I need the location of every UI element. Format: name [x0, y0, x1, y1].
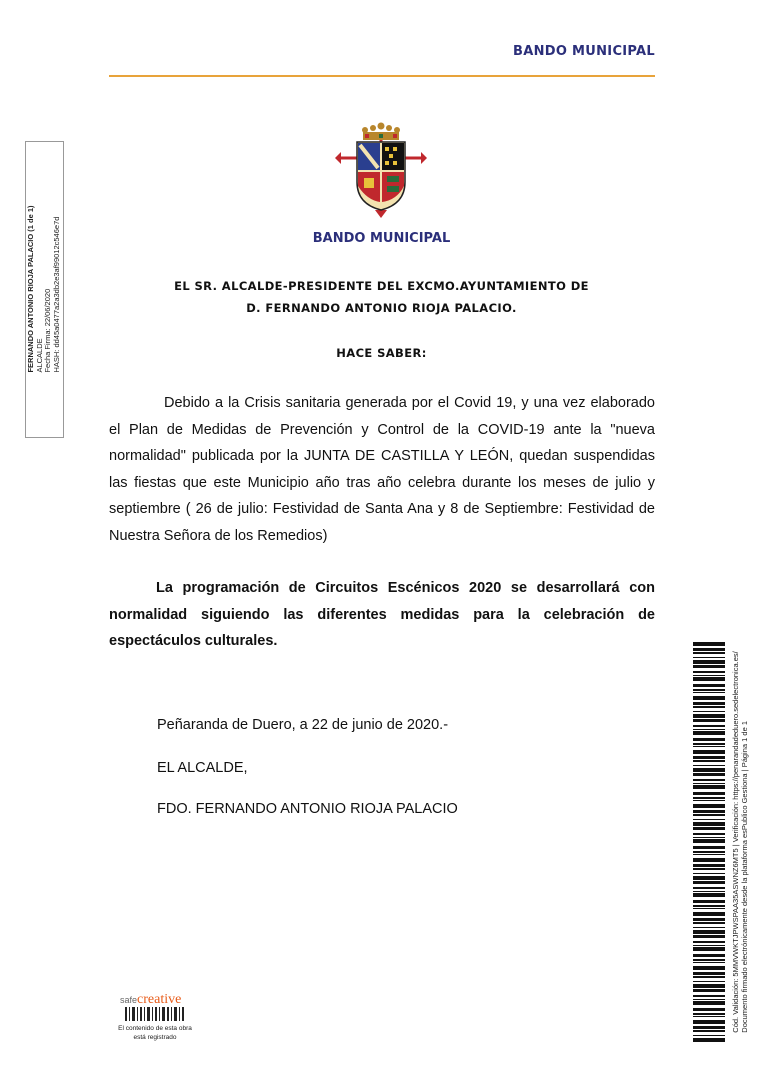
barcode-stripe	[693, 927, 725, 928]
heading-line-2: D. FERNANDO ANTONIO RIOJA PALACIO.	[246, 301, 517, 315]
barcode-stripe	[693, 719, 725, 722]
barcode-stripe	[693, 696, 725, 700]
barcode-stripe	[693, 677, 725, 681]
barcode-stripe	[693, 725, 725, 727]
signature-signer: FERNANDO ANTONIO RIOJA PALACIO (1 de 1)	[25, 204, 35, 373]
barcode-stripe	[693, 881, 725, 884]
signature-role: ALCALDE	[34, 337, 43, 373]
barcode-stripe	[693, 768, 725, 772]
safecreative-creative: creative	[137, 992, 182, 1007]
barcode-stripe	[693, 837, 725, 838]
barcode-stripe	[693, 660, 725, 664]
barcode-stripe	[693, 756, 725, 759]
barcode-stripe	[693, 976, 725, 978]
barcode-stripe	[693, 671, 725, 673]
safecreative-caption-line-1: El contenido de esta obra	[118, 1025, 192, 1032]
safecreative-safe: safe	[120, 995, 138, 1005]
safecreative-caption-line-2: está registrado	[133, 1034, 177, 1041]
barcode-stripe	[693, 972, 725, 975]
barcode-stripe	[693, 941, 725, 943]
heading-line-1: EL SR. ALCALDE-PRESIDENTE DEL EXCMO.AYUNTAMIENTO DE	[174, 279, 589, 293]
barcode-stripe	[693, 1035, 725, 1036]
signature-hash: HASH: dd45a0477a2a3db2e3af99012c546e7d	[51, 216, 60, 373]
barcode-stripe	[693, 1001, 725, 1005]
barcode-stripe	[693, 783, 725, 784]
barcode-stripe	[693, 684, 725, 687]
barcode-stripe	[693, 918, 725, 921]
paragraph-2: La programación de Circuitos Escénicos 2020 se desarrollará con normalidad siguiendo las diferentes medidas para la celebración de espectáculos culturales.	[109, 580, 655, 649]
safecreative-logo	[120, 990, 181, 1008]
barcode-stripe	[693, 779, 725, 781]
barcode-stripe	[693, 648, 725, 651]
barcode-stripe	[693, 1026, 725, 1029]
barcode-stripe	[693, 1030, 725, 1032]
barcode-stripe	[693, 1008, 725, 1011]
barcode-stripe	[693, 876, 725, 880]
barcode-stripe	[693, 922, 725, 924]
barcode-stripe	[693, 966, 725, 970]
barcode-stripe	[693, 729, 725, 730]
barcode-stripe	[693, 800, 725, 801]
barcode-stripe	[693, 999, 725, 1000]
safecreative-caption	[110, 1024, 200, 1042]
barcode-stripe	[693, 1038, 725, 1042]
barcode-stripe	[693, 851, 725, 853]
barcode-stripe	[693, 731, 725, 735]
barcode-stripe	[693, 864, 725, 867]
header-title: BANDO MUNICIPAL	[513, 44, 655, 59]
barcode-stripe	[693, 642, 725, 646]
barcode-stripe	[693, 893, 725, 897]
barcode-stripe	[693, 854, 725, 855]
barcode-stripe	[693, 1013, 725, 1015]
barcode-stripe	[693, 846, 725, 849]
barcode-stripe	[693, 738, 725, 741]
hace-saber-heading: HACE SABER:	[336, 346, 427, 360]
barcode-stripe	[693, 792, 725, 795]
barcode-stripe	[693, 912, 725, 916]
barcode-stripe	[693, 689, 725, 691]
barcode-stripe	[693, 959, 725, 961]
barcode-stripe	[693, 746, 725, 747]
barcode-stripe	[693, 908, 725, 909]
barcode-stripe	[693, 743, 725, 745]
verification-code: Cód. Validación: 5MMVWKTJPWSPAA35ASWNZ6MT5 | Verificación: https://penarandadeduero.sedelectronica.es/	[731, 651, 740, 1033]
barcode-stripe	[693, 797, 725, 799]
coat-of-arms-icon	[331, 120, 431, 220]
barcode-stripe	[693, 810, 725, 813]
barcode-stripe	[693, 989, 725, 992]
barcode-icon	[693, 642, 725, 1042]
barcode-stripe	[693, 822, 725, 826]
barcode-stripe	[693, 1020, 725, 1024]
barcode-stripe	[693, 887, 725, 889]
safecreative-barcode-icon	[125, 1007, 185, 1021]
barcode-stripe	[693, 765, 725, 766]
barcode-stripe	[693, 785, 725, 789]
barcode-stripe	[693, 962, 725, 963]
barcode-stripe	[693, 702, 725, 705]
barcode-stripe	[693, 900, 725, 903]
barcode-stripe	[693, 954, 725, 957]
barcode-stripe	[693, 675, 725, 676]
barcode-stripe	[693, 814, 725, 816]
verification-platform: Documento firmado electrónicamente desde la plataforma esPublico Gestiona | Página 1 de 1	[740, 721, 749, 1033]
barcode-stripe	[693, 905, 725, 907]
barcode-stripe	[693, 819, 725, 820]
barcode-stripe	[693, 945, 725, 946]
paragraph-1: Debido a la Crisis sanitaria generada por el Covid 19, y una vez elaborado el Plan de Medidas de Prevención y Control de la COVID-19 ante la "nueva normalidad" publicada por la JUNTA DE CASTILLA Y LEÓN, quedan suspendidas las fiestas que este Municipio año tras año celebra durante los meses de julio y septiembre ( 26 de julio: Festividad de Santa Ana y 8 de Septiembre: Festividad de Nuestra Señora de los Remedios)	[109, 395, 655, 544]
signed-by: FDO. FERNANDO ANTONIO RIOJA PALACIO	[157, 801, 458, 817]
verification-text	[730, 642, 750, 1042]
barcode-stripe	[693, 930, 725, 934]
barcode-stripe	[693, 833, 725, 835]
place-date: Peñaranda de Duero, a 22 de junio de 2020.-	[157, 717, 449, 733]
signature-date: Fecha Firma: 22/06/2020	[42, 288, 52, 373]
barcode-stripe	[693, 981, 725, 982]
barcode-stripe	[693, 891, 725, 892]
barcode-stripe	[693, 984, 725, 988]
barcode-stripe	[693, 652, 725, 654]
barcode-stripe	[693, 935, 725, 938]
barcode-stripe	[693, 711, 725, 712]
barcode-stripe	[693, 858, 725, 862]
barcode-stripe	[693, 750, 725, 754]
barcode-stripe	[693, 773, 725, 776]
header-divider	[109, 75, 655, 77]
barcode-stripe	[693, 827, 725, 830]
barcode-stripe	[693, 665, 725, 668]
barcode-stripe	[693, 868, 725, 870]
barcode-stripe	[693, 692, 725, 693]
barcode-stripe	[693, 839, 725, 843]
barcode-stripe	[693, 947, 725, 951]
barcode-stripe	[693, 706, 725, 708]
document-title: BANDO MUNICIPAL	[312, 231, 451, 246]
barcode-stripe	[693, 804, 725, 808]
barcode-stripe	[693, 995, 725, 997]
signer-role: EL ALCALDE,	[157, 760, 248, 776]
barcode-stripe	[693, 714, 725, 718]
barcode-stripe	[693, 760, 725, 762]
barcode-stripe	[693, 657, 725, 658]
barcode-stripe	[693, 1016, 725, 1017]
barcode-stripe	[693, 873, 725, 874]
